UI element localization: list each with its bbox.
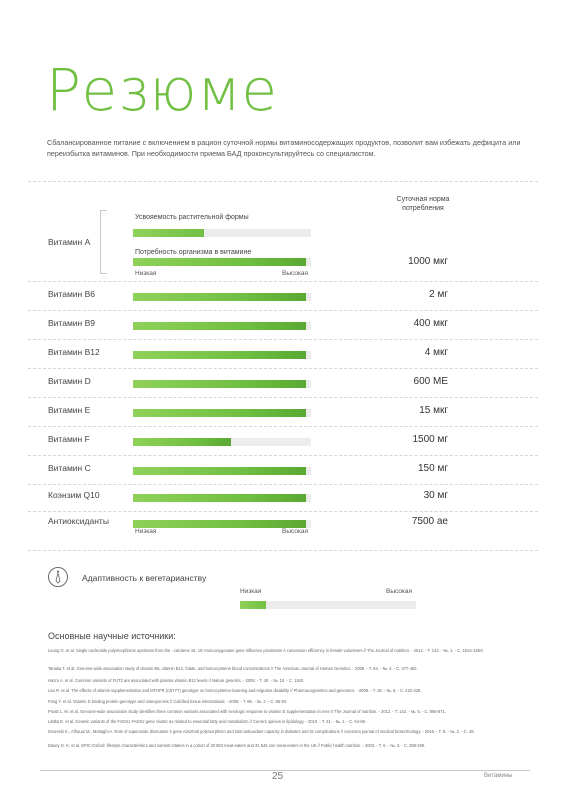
- row-dose: 30 мг: [423, 490, 448, 501]
- row-separator: [28, 310, 538, 311]
- need-bar: [133, 293, 311, 301]
- veg-scale-high-label: Высокая: [386, 588, 413, 595]
- row-name: Витамин В6: [48, 289, 95, 299]
- row-dose: 1500 мг: [412, 434, 448, 445]
- row-name: Антиоксиданты: [48, 516, 109, 526]
- row-name: Витамин D: [48, 376, 91, 386]
- reference-item: Fang Y. et al. Vitamin D binding protein genotype and osteoporosis // Calcified tissue international. - 2009. - T. 85. - №. 2. - С. 85-93.: [48, 699, 288, 704]
- scale-low-label: Низкая: [135, 270, 157, 277]
- need-bar: [133, 467, 311, 475]
- need-bar-fill: [133, 322, 306, 330]
- vegetarian-bar-fill: [240, 601, 266, 609]
- row-separator: [28, 455, 538, 456]
- need-bar-fill: [133, 351, 306, 359]
- carrot-icon: [49, 568, 67, 586]
- footer-brand: Витамины: [484, 773, 513, 779]
- row-dose: 4 мкг: [424, 347, 448, 358]
- row-dose: 2 мг: [429, 289, 448, 300]
- reference-item: Tanaka T. et al. Genome-wide association study of vitamin B6, vitamin B12, folate, and homocysteine blood concentrations // The American Journal of Human Genetics. - 2009. - T. 84. - №. 4. - С. 477-482.: [48, 666, 418, 671]
- row-dose: 600 МЕ: [413, 376, 448, 387]
- vegetarian-bar: [240, 601, 416, 609]
- reference-item: Lea R. et al. The effects of vitamin supplementation and MTHFR (C677T) genotype on homocysteine-lowering and migraine disability // Pharmacogenetics and genomics. - 2009. - T. 19. - №. 6. - С. 422-428.: [48, 688, 422, 693]
- reference-item: Lattka E. et al. Genetic variants of the FADS1 FADS2 gene cluster as related to essential fatty acid metabolism // Current opinion in lipidology. - 2010. - T. 21. - №. 1. - С. 64-69.: [48, 719, 367, 724]
- need-bar: [133, 322, 311, 330]
- need-bar: [133, 494, 311, 502]
- row-name: Коэнзим Q10: [48, 490, 100, 500]
- row-name: Витамин Е: [48, 405, 91, 415]
- reference-item: Leung G. et al. Single nucleotide polymorphisms upstream from the - carotene 15, 15'-monooxygenase gene influence provitamin A conversion efficiency in female volunteers // The Journal of nutrition. - 2012. - T. 142. - №. 1. - С. 161S-165S.: [48, 648, 484, 653]
- separator-bottom: [28, 550, 538, 551]
- row-separator: [28, 397, 538, 398]
- carrot-icon-circle: [48, 567, 68, 587]
- separator-top: [28, 181, 538, 182]
- row-separator: [28, 281, 538, 282]
- vegetarian-label: Адаптивность к вегетарианству: [82, 573, 207, 583]
- reference-item: Prustt L. M. et al. Genome-wide association study identifies three common variants associated with serologic response to vitamin E supplementation in men // The Journal of nutrition. - 2012. - T. 142. - №. 5. - С. 866-871.: [48, 709, 446, 714]
- row-dose: 150 мг: [418, 463, 448, 474]
- absorption-bar: [133, 229, 311, 237]
- need-bar: [133, 438, 311, 446]
- row-name: Витамин В9: [48, 318, 95, 328]
- need-bar-fill: [133, 494, 306, 502]
- absorption-bar-fill: [133, 229, 204, 237]
- reference-item: Dosreski K., Alfrauai M., Mottaghi A. Role of superoxide dismutase 2 gene Ala16Val polymorphism and total antioxidant capacity in diabetes and its complications // Avicenna journal of medical biotechnology. - 2016. - T. 8. - №. 2. - С. 48.: [48, 729, 475, 734]
- row-name: Витамин В12: [48, 347, 100, 357]
- need-bar: [133, 380, 311, 388]
- row-dose: 400 мкг: [413, 318, 448, 329]
- sources-title: Основные научные источники:: [48, 631, 176, 641]
- reference-item: Davey G. K. et al. EPIC-Oxford: lifestyle characteristics and nutrient intakes in a cohort of 33 883 meat-eaters and 31 546 non meat-eaters in the UK // Public health nutrition. - 2003. - T. 6. - №. 3. - С. 259-269.: [48, 743, 426, 748]
- row-name-vitamin-a: Витамин А: [48, 237, 91, 247]
- need-bar: [133, 351, 311, 359]
- row-name: Витамин С: [48, 463, 91, 473]
- need-bar-fill: [133, 258, 306, 266]
- footer-line: [40, 770, 530, 771]
- need-bar: [133, 258, 311, 266]
- veg-scale-low-label: Низкая: [240, 588, 262, 595]
- reference-item: Hazra A. et al. Common variants of FUT2 are associated with plasma vitamin B12 levels // Nature genetics. - 2008. - T. 40. - №. 10. - С. 1160.: [48, 678, 305, 683]
- row-dose-vitamin-a: 1000 мкг: [408, 256, 448, 267]
- scale-high-label: Высокая: [282, 270, 309, 277]
- intro-text: Сбалансированное питание с включением в рацион суточной нормы витаминосодержащих продуктов, позволит вам избежать дефицита или переизбытка витаминов. При необходимости приема БАД проконсультируйтесь со специалистом.: [47, 138, 521, 158]
- page-number: 25: [272, 771, 284, 782]
- header-absorption: Усвояемость растительной формы: [135, 214, 249, 221]
- row-dose: 15 мкг: [419, 405, 448, 416]
- header-need: Потребность организма в витамине: [135, 249, 252, 256]
- scale-high-label: Высокая: [282, 528, 309, 535]
- row-separator: [28, 511, 538, 512]
- need-bar-fill: [133, 409, 306, 417]
- need-bar-fill: [133, 438, 231, 446]
- need-bar-fill: [133, 520, 306, 528]
- row-separator: [28, 368, 538, 369]
- page-title: Резюме: [46, 56, 278, 124]
- vitamin-a-bracket: [100, 210, 107, 274]
- row-separator: [28, 339, 538, 340]
- need-bar: [133, 409, 311, 417]
- row-separator: [28, 484, 538, 485]
- need-bar-fill: [133, 293, 306, 301]
- header-norm: Суточная норма потребления: [396, 196, 450, 212]
- need-bar-fill: [133, 467, 306, 475]
- need-bar-fill: [133, 380, 306, 388]
- scale-low-label: Низкая: [135, 528, 157, 535]
- row-separator: [28, 426, 538, 427]
- row-name: Витамин F: [48, 434, 90, 444]
- need-bar: [133, 520, 311, 528]
- row-dose: 7500 ае: [411, 516, 448, 527]
